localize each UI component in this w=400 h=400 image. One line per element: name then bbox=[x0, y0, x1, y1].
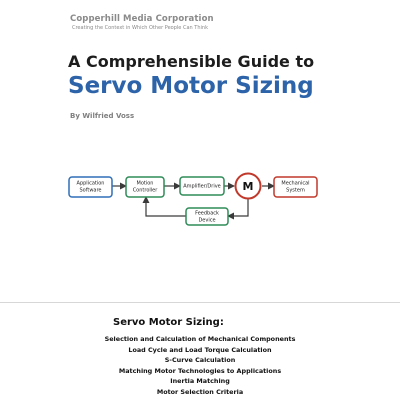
feedback-path-to-device bbox=[228, 199, 248, 216]
node-feedback-line1: Feedback bbox=[195, 210, 219, 217]
topics-list bbox=[0, 334, 400, 397]
publisher-tagline: Creating the Context in Which Other People Can Think bbox=[72, 25, 208, 31]
cover-topics-panel bbox=[0, 302, 400, 400]
publisher-name: Copperhill Media Corporation bbox=[70, 14, 214, 24]
topic-item: Selection and Calculation of Mechanical Components bbox=[104, 335, 296, 343]
node-amplifier-label: Amplifier/Drive bbox=[183, 183, 221, 190]
book-author: By Wilfried Voss bbox=[70, 112, 135, 120]
node-feedback-line2: Device bbox=[198, 217, 216, 224]
topic-item: Motor Selection Criteria bbox=[156, 387, 244, 396]
topic-item: Matching Motor Technologies to Applications bbox=[118, 366, 282, 375]
node-mechanical-line2: System bbox=[286, 187, 305, 194]
node-motion-line2: Controller bbox=[132, 187, 158, 194]
topic-item: Load Cycle and Load Torque Calculation bbox=[128, 345, 272, 354]
node-motor-label: M bbox=[242, 180, 254, 193]
book-title-line2: Servo Motor Sizing bbox=[68, 73, 314, 99]
topics-panel-title: Servo Motor Sizing: bbox=[113, 317, 224, 328]
node-application-line2: Software bbox=[79, 187, 102, 194]
topic-item: S-Curve Calculation bbox=[164, 356, 236, 364]
topic-item: Inertia Matching bbox=[170, 377, 230, 385]
node-motion-line1: Motion bbox=[136, 180, 154, 187]
feedback-path-to-motion bbox=[146, 197, 186, 216]
node-application-line1: Application bbox=[76, 180, 105, 187]
node-mechanical-line1: Mechanical bbox=[281, 180, 310, 187]
book-title-line1: A Comprehensible Guide to bbox=[68, 52, 315, 71]
